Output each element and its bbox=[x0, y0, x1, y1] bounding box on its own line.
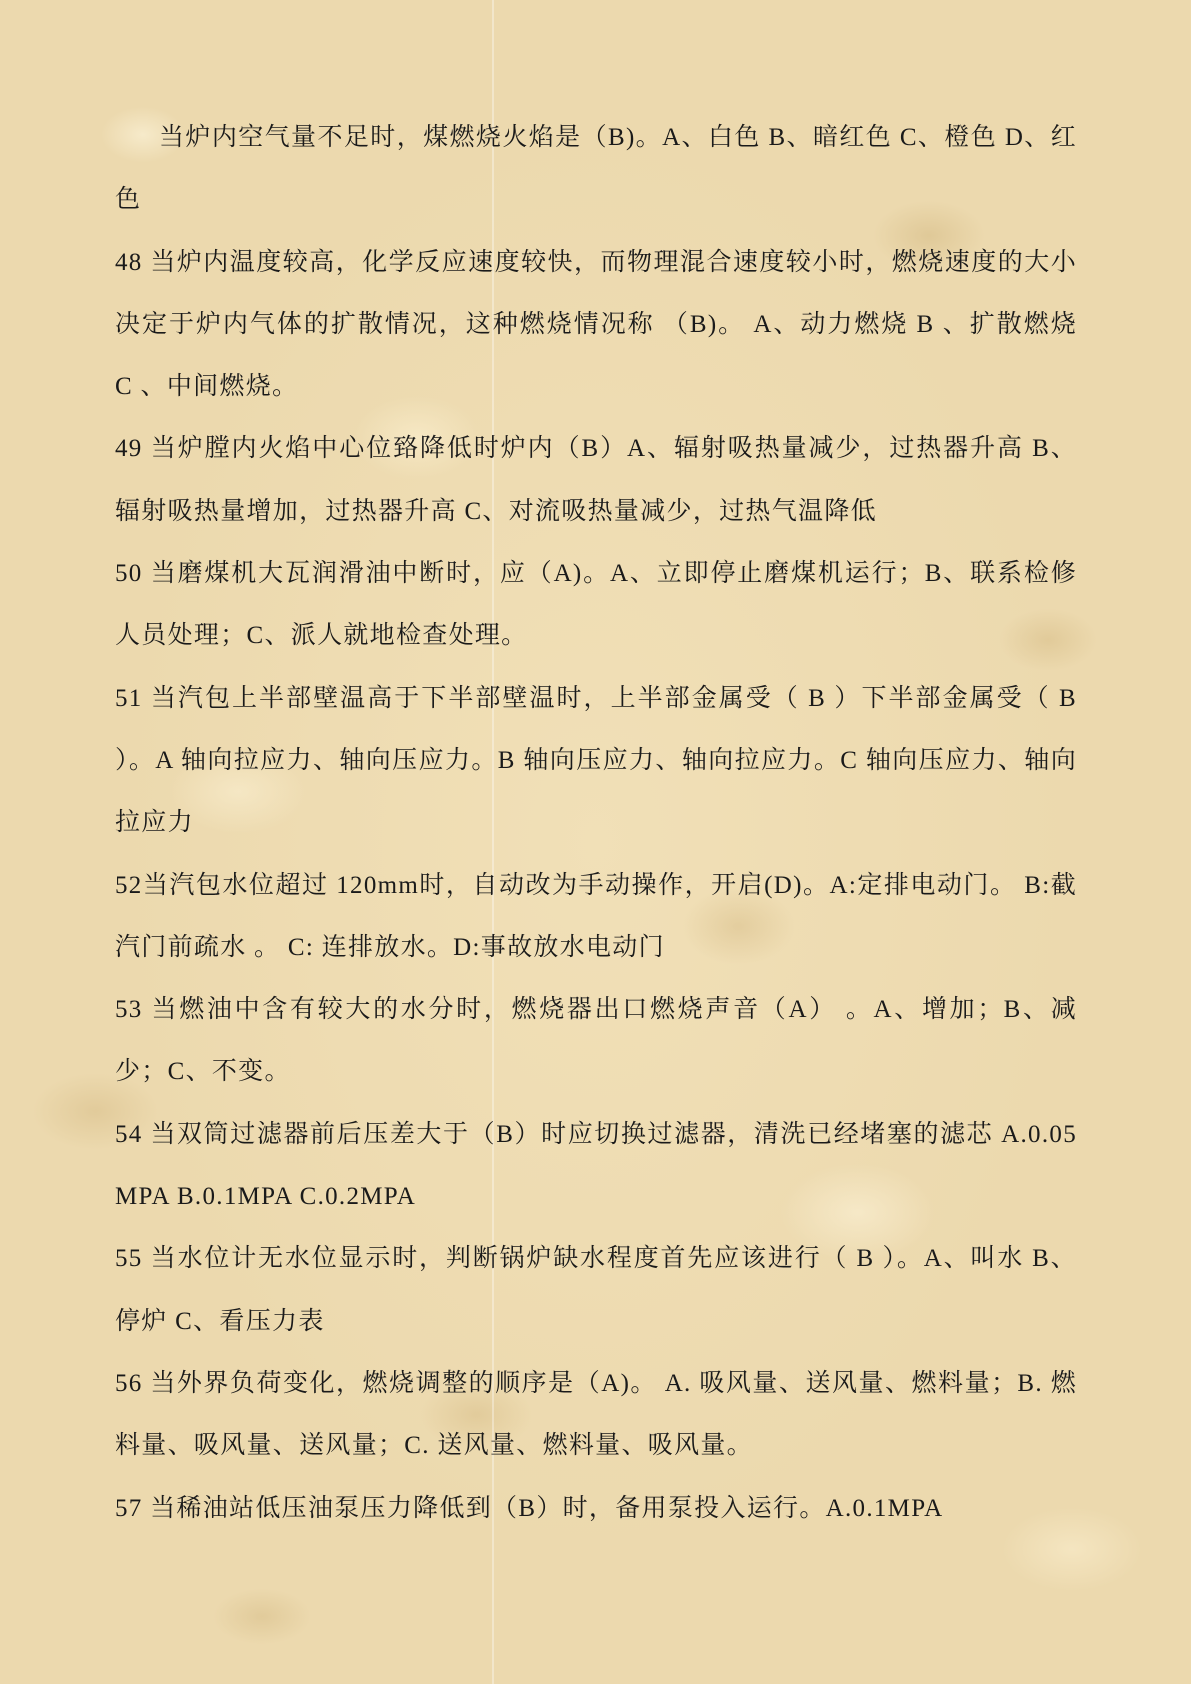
question-54-text: 54 当双筒过滤器前后压差大于（B）时应切换过滤器，清洗已经堵塞的滤芯 A.0.05MPA B.0.1MPA C.0.2MPA bbox=[115, 1120, 1077, 1211]
question-47-text: 当炉内空气量不足时，煤燃烧火焰是（B)。A、白色 B、暗红色 C、橙色 D、红色 bbox=[115, 124, 1077, 214]
question-55-text: 55 当水位计无水位显示时，判断锅炉缺水程度首先应该进行（ B ）。A、叫水 B、停炉 C、看压力表 bbox=[115, 1245, 1077, 1335]
question-53-text: 53 当燃油中含有较大的水分时，燃烧器出口燃烧声音（A） 。A、增加；B、减少；C、不变。 bbox=[115, 996, 1077, 1086]
question-48-text: 48 当炉内温度较高，化学反应速度较快，而物理混合速度较小时，燃烧速度的大小决定于炉内气体的扩散情况，这种燃烧情况称 （B)。 A、动力燃烧 B 、扩散燃烧 C 、中间燃烧。 bbox=[115, 248, 1077, 401]
question-57-text: 57 当稀油站低压油泵压力降低到（B）时，备用泵投入运行。A.0.1MPA bbox=[115, 1494, 944, 1522]
question-51-text: 51 当汽包上半部壁温高于下半部壁温时，上半部金属受（ B ）下半部金属受（ B ）。A 轴向拉应力、轴向压应力。B 轴向压应力、轴向拉应力。C 轴向压应力、轴向拉应力 bbox=[115, 684, 1077, 837]
question-56-text: 56 当外界负荷变化，燃烧调整的顺序是（A)。 A. 吸风量、送风量、燃料量；B. 燃料量、吸风量、送风量；C. 送风量、燃料量、吸风量。 bbox=[115, 1369, 1077, 1460]
question-49-text: 49 当炉膛内火焰中心位臵降低时炉内（B）A、辐射吸热量减少，过热器升高 B、辐射吸热量增加，过热器升高 C、对流吸热量减少，过热气温降低 bbox=[115, 435, 1077, 525]
question-52-text: 52当汽包水位超过 120mm时，自动改为手动操作，开启(D)。A:定排电动门。 B:截汽门前疏水 。 C: 连排放水。D:事故放水电动门 bbox=[115, 871, 1077, 961]
question-50-text: 50 当磨煤机大瓦润滑油中断时，应（A)。A、立即停止磨煤机运行；B、联系检修人员处理；C、派人就地检查处理。 bbox=[115, 560, 1077, 650]
document-body bbox=[115, 107, 1077, 1540]
